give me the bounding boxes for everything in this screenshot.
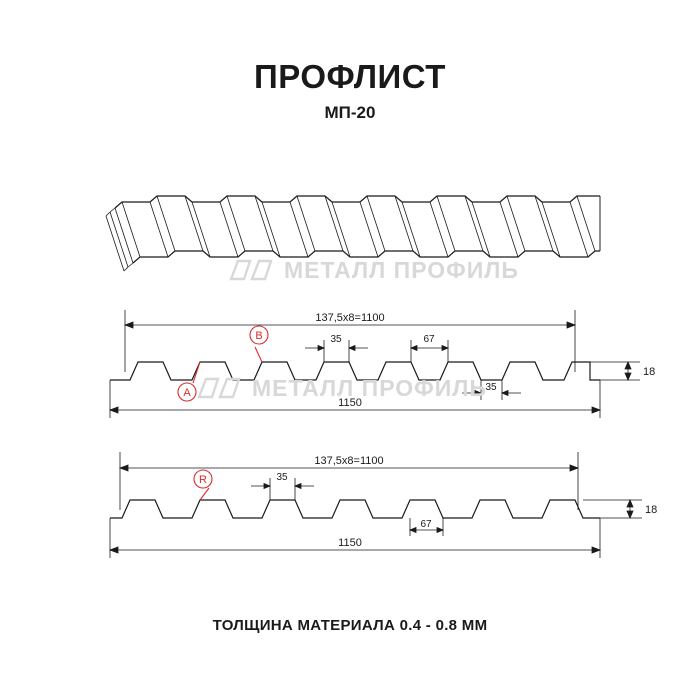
material-thickness-note: ТОЛЩИНА МАТЕРИАЛА 0.4 - 0.8 ММ [212,617,488,634]
section-view-bottom [0,440,700,575]
dim-rib-bottom-width: 35 [485,382,497,393]
dim-flat-width-bottom: 67 [420,519,432,530]
callout-a-label: A [183,387,191,399]
dim-rib-width-bottom: 35 [276,472,288,483]
dim-working-width-top: 137,5х8=1100 [315,312,385,324]
isometric-view [0,160,700,295]
watermark-text: МЕТАЛЛ ПРОФИЛЬ [252,374,487,401]
dim-flat-width-top: 67 [423,334,435,345]
dim-height-bottom: 18 [645,504,658,516]
dim-height-top: 18 [643,366,656,378]
section-view-top [0,300,700,425]
page-subtitle: МП-20 [324,103,376,122]
dim-total-width-bottom: 1150 [338,537,362,549]
dim-rib-top-width: 35 [330,334,342,345]
dim-total-width-top: 1150 [338,397,362,409]
callout-r-label: R [199,474,207,486]
dim-working-width-bottom: 137,5х8=1100 [314,455,384,467]
watermark-text: МЕТАЛЛ ПРОФИЛЬ [284,256,519,283]
callout-b-label: B [255,330,263,342]
page-title: ПРОФЛИСТ [254,58,446,95]
